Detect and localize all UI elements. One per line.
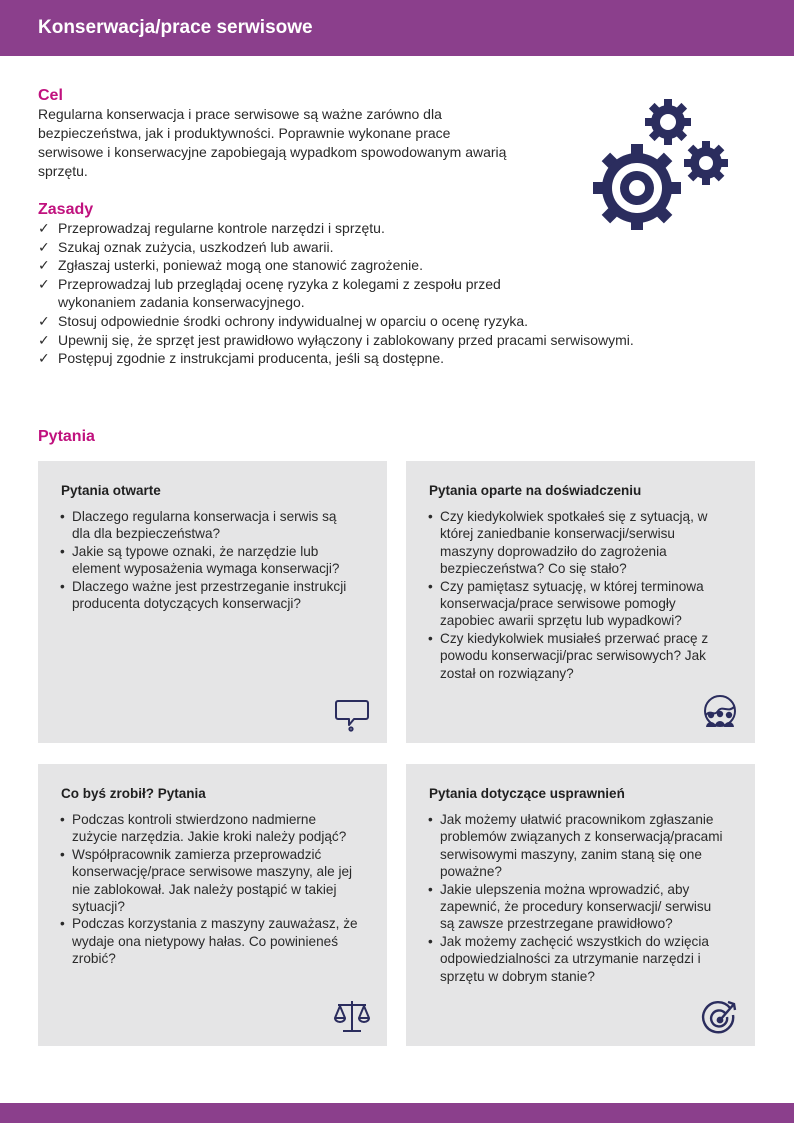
check-icon: ✓	[38, 331, 50, 348]
question-card-experience	[406, 461, 755, 743]
card-title: Pytania dotyczące usprawnień	[429, 786, 625, 801]
rule-item	[38, 349, 738, 368]
card-question-list	[60, 811, 360, 968]
card-question-list	[428, 508, 728, 682]
footer-bar	[0, 1103, 794, 1123]
question-item: • Czy pamiętasz sytuację, w której terminowa konserwacja/prace serwisowe pomogły zapobiec awarii sprzętu lub wypadkowi?	[428, 578, 728, 630]
question-card-improvements	[406, 764, 755, 1046]
card-title: Co byś zrobił? Pytania	[61, 786, 206, 801]
rule-item	[38, 238, 738, 257]
question-item: • Podczas korzystania z maszyny zauważasz, że wydaje ona nietypowy hałas. Co powinieneś zrobić?	[60, 915, 360, 967]
rule-item	[38, 312, 738, 331]
card-question-list	[428, 811, 728, 985]
speech-bubble-icon	[332, 693, 372, 733]
check-icon: ✓	[38, 220, 50, 236]
page-title: Konserwacja/prace serwisowe	[38, 17, 313, 38]
rule-text: Zgłaszaj usterki, ponieważ mogą one stanowić zagrożenie.	[58, 257, 423, 274]
goal-heading: Cel	[38, 87, 63, 104]
gears-icon	[588, 98, 733, 230]
question-item: • Jak możemy zachęcić wszystkich do wzięcia odpowiedzialności za utrzymanie narzędzi i sprzętu w dobrym stanie?	[428, 933, 728, 985]
question-item: • Dlaczego regularna konserwacja i serwis są dla dla bezpieczeństwa?	[60, 508, 355, 543]
check-icon: ✓	[38, 312, 50, 329]
rule-text: Przeprowadzaj regularne kontrole narzędzi i sprzętu.	[58, 220, 385, 236]
question-item: • Jakie są typowe oznaki, że narzędzie lub element wyposażenia wymaga konserwacji?	[60, 543, 355, 578]
card-title: Pytania otwarte	[61, 483, 161, 498]
rule-text: Stosuj odpowiednie środki ochrony indywidualnej w oparciu o ocenę ryzyka.	[58, 312, 529, 329]
question-item: • Jak możemy ułatwić pracownikom zgłaszanie problemów związanych z konserwacją/pracami serwisowymi maszyny, zanim staną się one poważne?	[428, 811, 728, 881]
rules-heading: Zasady	[38, 201, 94, 218]
rule-text: Szukaj oznak zużycia, uszkodzeń lub awarii.	[58, 238, 334, 255]
target-icon	[700, 996, 740, 1036]
check-icon: ✓	[38, 238, 50, 255]
rule-text: Postępuj zgodnie z instrukcjami producenta, jeśli są dostępne.	[58, 350, 444, 367]
check-icon: ✓	[38, 275, 50, 292]
question-item: • Czy kiedykolwiek spotkałeś się z sytuacją, w której zaniedbanie konserwacji/serwisu maszyny doprowadziło do zagrożenia bezpieczeństwa? Co się stało?	[428, 508, 728, 578]
rule-item	[38, 275, 563, 312]
check-icon: ✓	[38, 257, 50, 274]
question-item: • Dlaczego ważne jest przestrzeganie instrukcji producenta dotyczących konserwacji?	[60, 578, 355, 613]
goal-text: Regularna konserwacja i prace serwisowe są ważne zarówno dla bezpieczeństwa, jak i produktywności. Poprawnie wykonane prace serwisowe i konserwacyjne zapobiegają wypadkom spowodowanym awarią sprzętu.	[38, 106, 507, 179]
question-card-open	[38, 461, 387, 743]
rule-text: Upewnij się, że sprzęt jest prawidłowo wyłączony i zablokowany przed pracami serwisowymi.	[58, 331, 634, 348]
question-card-what-would-you-do	[38, 764, 387, 1046]
question-item: • Czy kiedykolwiek musiałeś przerwać pracę z powodu konserwacji/prac serwisowych? Jak został on rozwiązany?	[428, 630, 728, 682]
check-icon: ✓	[38, 350, 50, 367]
rule-item	[38, 256, 738, 275]
scales-icon	[332, 996, 372, 1036]
card-title: Pytania oparte na doświadczeniu	[429, 483, 642, 498]
rules-list	[38, 219, 738, 368]
question-item: • Jakie ulepszenia można wprowadzić, aby zapewnić, że procedury konserwacji/ serwisu są zawsze przestrzegane prawidłowo?	[428, 881, 728, 933]
rule-item	[38, 331, 738, 350]
rule-text: Przeprowadzaj lub przeglądaj ocenę ryzyka z kolegami z zespołu przed wykonaniem zadania konserwacyjnego.	[58, 275, 501, 311]
question-item: • Podczas kontroli stwierdzono nadmierne zużycie narzędzia. Jakie kroki należy podjąć?	[60, 811, 360, 846]
questions-heading: Pytania	[38, 428, 95, 445]
header-bar	[0, 0, 794, 56]
rule-item	[38, 219, 738, 238]
question-item: • Współpracownik zamierza przeprowadzić konserwację/prace serwisowe maszyny, ale jej nie zablokował. Jak należy postąpić w takiej sytuacji?	[60, 846, 360, 916]
team-globe-icon	[700, 693, 740, 733]
card-question-list	[60, 508, 355, 612]
